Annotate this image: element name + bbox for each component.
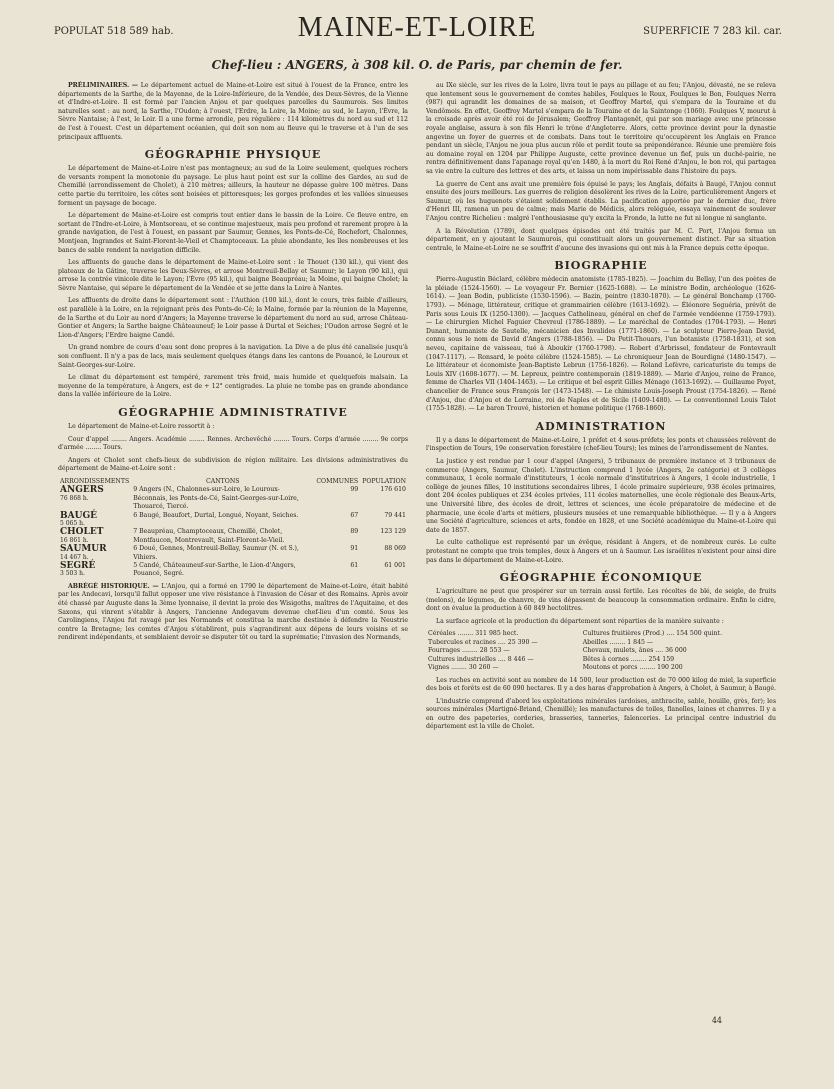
- left-column: [58, 82, 408, 647]
- section-title-geo-physique: GÉOGRAPHIE PHYSIQUE: [144, 148, 322, 162]
- arr-pop: 16 861 h.: [60, 536, 89, 544]
- arr-pop: 76 868 h.: [60, 494, 89, 502]
- paragraph: La justice y est rendue par 1 cour d'appel (Angers), 5 tribunaux de première instance et 3 tribunaux de commerce (Angers, Saumur, Cholet). L'instruction comprend 1 lycée (Angers, 2e catégorie) et 3 collèges communaux, 1 école normale d'instituteurs, 1 école normale d'institutrices à Angers, 1 école industrielle, 1 collège de jeunes filles, 10 institutions secondaires libres, 1 école primaire supérieure, 938 écoles primaires, dont 204 écoles publiques et 234 écoles privées, 111 écoles maternelles, une école régionale des Beaux-Arts, une Université libre, des écoles de droit, lettres et sciences, une école préparatoire de médecine et de pharmacie, une école d'arts et métiers, plusieurs musées et une remarquable bibliothèque. — Il y a à Angers une Société d'agriculture, sciences et arts, fondée en 1828, et une Société académique du Maine-et-Loire qui date de 1857.: [426, 457, 776, 534]
- table-cell: Abeilles ........ 1 845 —: [582, 638, 654, 646]
- arr-population: 88 069: [384, 545, 406, 553]
- prelim-lead: PRÉLIMINAIRES. —: [68, 82, 139, 89]
- table-row: [58, 486, 408, 511]
- table-cell: Céréales ........ 311 985 hect.: [428, 630, 519, 638]
- table-cell: Vignes ........ 30 260 —: [428, 664, 499, 672]
- paragraph: Il y a dans le département de Maine-et-Loire, 1 préfet et 4 sous-préfets; les ponts et chaussées relèvent de l'inspection de Tours, 19e conservation forestière (chef-lieu Tours); les mines de l'arrondissement de Nantes.: [426, 436, 776, 453]
- paragraph: Cour d'appel ........ Angers. Académie ........ Rennes. Archevêché ........ Tours. Corps d'armée ........ 9e corps d'armée ........ Tours.: [58, 435, 408, 452]
- hist-lead: ABRÉGÉ HISTORIQUE. —: [68, 582, 159, 590]
- paragraph: L'agriculture ne peut que prospérer sur un terrain aussi fertile. Les récoltes de blé, de seigle, de fruits (melons), de légumes, de chanvre, de vins dépassent de beaucoup la consommation ordinaire. Enfin le cidre, dont on évalue la production à 60 849 hectolitres.: [426, 588, 776, 613]
- arr-pop: 5 065 h.: [60, 520, 85, 527]
- paragraph: Les affluents de gauche dans le département de Maine-et-Loire sont : le Thouet (130 kil.), qui vient des plateaux de la Gâtine, traverse les Deux-Sèvres, et arrose Montreuil-Bellay et Saumur; le Layon (90 kil.), qui arrose la contrée vinicole dite le Layon; l'Èvre (95 kil.), qui baigne Beaupréau; la Moine, qui baigne Cholet; la Sèvre Nantaise, qui sépare le département de la Vendée et se jette dans la Loire à Nantes.: [58, 259, 408, 292]
- arr-cantons-count: 5: [133, 562, 138, 570]
- arr-name: CHOLET: [60, 527, 104, 538]
- arr-name: BAUGÉ: [60, 510, 97, 521]
- arrondissements-table: [58, 478, 408, 579]
- table-row: [426, 639, 776, 647]
- arr-cantons-count: 9: [133, 486, 138, 494]
- paragraph: La surface agricole et la production du département sont réparties de la manière suivante :: [436, 617, 724, 625]
- table-row: [58, 562, 408, 579]
- paragraph: Angers et Cholet sont chefs-lieux de subdivision de région militaire. Les divisions administratives du département de Maine-et-Loire sont :: [58, 456, 408, 473]
- table-header: POPULATION: [362, 477, 406, 485]
- section-title-geo-economique: GÉOGRAPHIE ÉCONOMIQUE: [499, 571, 703, 585]
- paragraph: Le climat du département est tempéré, rarement très froid, mais humide et quelquefois malsain. La moyenne de la température, à Angers, est de + 12° centigrades. La pluie ne tombe pas en grande abondance dans la vallée inférieure de la Loire.: [58, 374, 408, 399]
- section-title-geo-admin: GÉOGRAPHIE ADMINISTRATIVE: [118, 406, 348, 419]
- arr-communes: 67: [350, 511, 359, 519]
- arr-pop: 3 503 h.: [60, 570, 85, 578]
- arr-communes: 91: [350, 545, 359, 553]
- table-cell: Bêtes à cornes ........ 254 159: [582, 655, 675, 663]
- table-row: [426, 656, 776, 664]
- table-cell: Cultures industrielles .... 8 446 —: [428, 655, 534, 663]
- table-row: [426, 630, 776, 638]
- population-label: POPULAT 518 589 hab.: [54, 26, 174, 37]
- paragraph: L'industrie comprend d'abord les exploitations minérales (ardoises, anthracite, sable, houille, grès, fer); les sources minérales (Martigné-Briand, Chemillé); les manufactures de toiles, flanelles, laines et chanvres. Il y a en outre des papeteries, corderies, brasseries, tanneries, faïenceries. Le principal centre industriel du département est la ville de Cholet.: [426, 697, 776, 731]
- paragraph: Un grand nombre de cours d'eau sont donc propres à la navigation. La Dive a de plus été canalisée jusqu'à son confluent. Il n'y a pas de lacs, mais seulement quelques étangs dans les cantons de Pouancé, le Louroux et Saint-Georges-sur-Loire.: [58, 344, 408, 369]
- superficie-label: SUPERFICIE 7 283 kil. car.: [643, 26, 782, 37]
- paragraph: A la Révolution (1789), dont quelques épisodes ont été traités par M. C. Port, l'Anjou forma un département, en y ajoutant le Saumurois, qui constituait alors un gouvernement distinct. Par sa situation centrale, le Maine-et-Loire ne se souffrit d'aucune des invasions qui ont mis à la France depuis cette époque.: [426, 227, 776, 252]
- paragraph: Le département de Maine-et-Loire est compris tout entier dans le bassin de la Loire. Ce fleuve entre, en sortant de l'Indre-et-Loire, à Montsoreau, et se continue majestueux, mais peu profond et rarement propre à la grande navigation, de l'est à l'ouest, en passant par Saumur, Gennes, les Ponts-de-Cé, Rochefort, Chalonnes, Montjean, Ingrandes et Saint-Florent-le-Vieil et Champtoceaux. La pluie abondante, les îles nombreuses et les bancs de sable rendent la navigation difficile.: [58, 212, 408, 254]
- arr-population: 176 610: [380, 486, 406, 494]
- right-column: [426, 82, 776, 736]
- table-cell: Tubercules et racines .... 25 390 —: [428, 638, 538, 646]
- arr-population: 79 441: [384, 511, 406, 519]
- arr-communes: 89: [350, 528, 359, 536]
- prelim-text: Le département actuel de Maine-et-Loire est situé à l'ouest de la France, entre les départements de la Sarthe, de la Mayenne, de la Loire-Inférieure, de la Vendée, des Deux-Sèvres, de la Vienne et d'Indre-et-Loire. Il est formé par l'ancien Anjou et par quelques parcelles du Saumurois. Ses limites naturelles sont : au nord, la Sarthe, l'Oudon; à l'ouest, l'Erdre, la Loire, la Moine; au sud, le Layon, l'Èvre, la Sèvre Nantaise; à l'est, le Loir. Il a une forme arrondie, peu régulière : 114 kilomètres du nord au sud et 112 de l'est à l'ouest. C'est un département océanien, qui doit son nom au fleuve qui le traverse et à l'un de ses principaux affluents.: [58, 82, 409, 141]
- table-cell: Fourrages ........ 28 553 —: [428, 647, 510, 655]
- arr-cantons: Doué, Gennes, Montreuil-Bellay, Saumur (N. et S.), Vihiers.: [133, 545, 299, 561]
- table-cell: Moutons et porcs ........ 190 200: [582, 664, 683, 672]
- page-number: 44: [711, 1016, 722, 1025]
- arr-population: 61 001: [384, 562, 406, 570]
- table-row: [58, 512, 408, 529]
- arr-communes: 99: [350, 486, 359, 494]
- arr-cantons-count: 6: [133, 545, 138, 553]
- paragraph: Les ruches en activité sont au nombre de 14 500, leur production est de 70 000 kilog de miel, la superficie des bois et forêts est de 60 090 hectares. Il y a des haras d'approbation à Angers, à Cholet, à Saumur, à Baugé.: [426, 676, 777, 693]
- table-header-row: [58, 478, 408, 486]
- arr-name: SAUMUR: [60, 544, 107, 555]
- paragraph: au IXe siècle, sur les rives de la Loire, livra tout le pays au pillage et au feu; l'Anjou, dévasté, ne se releva que lentement sous le gouvernement de comtes habiles, Foulques le Roux, Foulques le Bon, Foulques Nerra (987) qui agrandit les domaines de sa maison, et Geoffroy Martel, qui s'empara de la Touraine et du Vendômois. En effet, Geoffroy Martel s'empara de la Touraine et de la Saintonge (1060). Foulques V, mourut à la croisade après avoir été roi de Jérusalem; Geoffroy Plantagenêt, qui par son mariage avec une princesse royale anglaise, assura à son fils Henri le trône d'Angleterre. Alors, cette province devint pour la dynastie angevine un foyer de guerres et de combats. Dans tout le territoire qu'occupèrent les Anglais en France pendant un siècle, l'Anjou ne joua plus aucun rôle et perdit toute sa prépondérance. Réunie une première fois au domaine royal en 1204 par Philippe Auguste, cette province devenue un fief, puis un duché-pairie, ne rentra définitivement dans l'apanage royal qu'en 1480, à la mort du Roi René d'Anjou, le bon roi, qui partagea sa vie entre la culture des lettres et des arts, et laissa un nom impérissable dans l'histoire du pays.: [426, 82, 776, 175]
- paragraph: La guerre de Cent ans avait une première fois épuisé le pays; les Anglais, défaits à Baugé, l'Anjou connut ensuite des jours meilleurs. Les guerres de religion désolèrent les rives de la Loire, particulièrement Angers et Saumur, où les huguenots s'étaient solidement établis. La pacification apportée par le dernier duc, frère d'Henri III, ramena un peu de calme; mais Marie de Médicis, alors reléguée, essaya vainement de soulever l'Anjou contre Richelieu : malgré l'enthousiasme qu'y excita la Fronde, la lutte ne fut ni longue ni sanglante.: [426, 180, 776, 222]
- table-row: [58, 528, 408, 545]
- page-header: [0, 12, 834, 46]
- paragraph: Pierre-Augustin Béclard, célèbre médecin anatomiste (1785-1825). — Joachim du Bellay, l'un des poètes de la pléiade (1524-1560). — Le voyageur Fr. Bernier (1625-1688). — Le ministre Bodin, archéologue (1626-1614). — Jean Bodin, publiciste (1530-1596). — Bazin, peintre (1830-1870). — Le général Bonchamp (1760-1793). — Ménage, littérateur, critique et grammairien célèbre (1613-1692). — Éléonore Seguéria, prévôt de Paris sous Louis IX (1250-1300). — Jacques Cathelineau, général en chef de l'armée vendéenne (1759-1793). — Le chirurgien Michel Faguier Chevreul (1786-1889). — Le maréchal de Contades (1704-1793). — Henri Dunant, humaniste de Sautelle, mécanicien des Invalides (1771-1860). — Le sculpteur Pierre-Jean David, connu sous le nom de David d'Angers (1788-1856). — Du Petit-Thouars, l'un botaniste (1758-1831), et son neveu, capitaine de vaisseau, tué à Aboukir (1760-1798). — Robert d'Arbrissel, fondateur de Fontevrault (1047-1117). — Ronsard, le poète célèbre (1524-1585). — Le chroniqueur Jean de Bourdigné (1480-1547). — Le littérateur et économiste Jean-Baptiste Lebrun (1756-1826). — Roland Lefèvre, caricaturiste du temps de Louis XIV (1608-1677). — M. Lepreux, peintre contemporain (1819-1889). — Marie d'Anjou, reine de France, femme de Charles VII (1404-1463). — Le critique et bel esprit Gilles Ménage (1613-1692). — Guillaume Poyet, chancelier de France sous François Ier (1473-1548). — Le chimiste Louis-Joseph Proust (1754-1826). — René d'Anjou, duc d'Anjou et de Lorraine, roi de Naples et de Sicile (1409-1480). — Le conventionnel Louis Talot (1755-1828). — Le baron Trouvé, historien et homme politique (1768-1860).: [426, 276, 776, 413]
- arr-name: ANGERS: [60, 485, 104, 496]
- table-cell: Chevaux, mulets, ânes .... 36 000: [582, 647, 687, 655]
- arr-cantons-count: 7: [133, 528, 138, 536]
- table-cell: Cultures fruitières (Prod.) .... 154 500 quint.: [582, 630, 723, 638]
- arr-cantons-count: 6: [133, 511, 138, 519]
- hist-text: L'Anjou, qui a formé en 1790 le département de Maine-et-Loire, était habité par les Andecavi, lorsqu'il fallut opposer une vive résistance à l'invasion de César et des Romains. Après avoir été chassé par Auguste dans la 3ème lyonnaise, il devint la proie des Wisigoths, maîtres de l'Aquitaine, et des Saxons, qui vinrent s'établir à Angers, l'ancienne Andegavum devenue chef-lieu d'un comté. Sous les Carolingiens, l'Anjou fut ravagé par les Normands et constitua la marche destinée à défendre la Neustrie contre la Bretagne; les comtes d'Anjou s'établirent, puis s'agrandirent aux dépens de leurs voisins et se rendirent indépendants, et semblaient devoir se disputer tôt ou tard la suprématie; l'invasion des Normands,: [58, 582, 409, 642]
- table-header: ARRONDISSEMENTS: [60, 477, 130, 485]
- arr-name: SEGRÉ: [60, 561, 96, 572]
- chef-lieu-line: Chef-lieu : ANGERS, à 308 kil. O. de Paris, par chemin de fer.: [211, 58, 623, 72]
- paragraph: Le département de Maine-et-Loire n'est pas montagneux; au sud de la Loire seulement, quelques rochers de versants rompent la monotonie du paysage. Le plus haut point est sur la colline des Gardes, au sud de Chemillé (arrondissement de Cholet), à 210 mètres; ailleurs, la hauteur ne dépasse guère 100 mètres. Dans cette partie du territoire, les côtes sont boisées et pittoresques; les gorges profondes et les vallées sinueuses forment un paysage de bocage.: [58, 165, 408, 207]
- table-header: CANTONS: [206, 477, 240, 485]
- table-header: COMMUNES: [316, 477, 359, 485]
- table-row: [426, 664, 776, 672]
- arr-cantons: Baugé, Beaufort, Durtal, Longué, Noyant, Seiches.: [139, 511, 299, 519]
- paragraph: Le département de Maine-et-Loire ressortit à :: [68, 423, 215, 430]
- paragraph: Le culte catholique est représenté par un évêque, résidant à Angers, et de nombreux curés. Le culte protestant ne compte que trois temples, deux à Angers et un à Saumur. Les israélites n'existent pour ainsi dire pas dans le département de Maine-et-Loire.: [426, 539, 776, 564]
- section-title-biographie: BIOGRAPHIE: [554, 259, 648, 273]
- arr-cantons: Angers (N., Chalonnes-sur-Loire, le Louroux-Béconnais, les Ponts-de-Cé, Saint-Georges-sur-Loire, Thouarcé, Tiercé.: [133, 486, 299, 511]
- arr-population: 123 129: [380, 528, 406, 536]
- arr-cantons: Beaupréau, Champtoceaux, Chemillé, Cholet, Montfaucon, Montrevault, Saint-Florent-le-Vieil.: [133, 528, 285, 544]
- page-title: MAINE-ET-LOIRE: [297, 12, 537, 43]
- table-row: [426, 647, 776, 655]
- table-row: [58, 545, 408, 562]
- arr-pop: 14 467 h.: [60, 553, 89, 561]
- paragraph: Les affluents de droite dans le département sont : l'Authion (100 kil.), dont le cours, très faible d'ailleurs, est parallèle à la Loire, en la rejoignant près des Ponts-de-Cé; la Maine, formée par la réunion de la Mayenne, de la Sarthe et du Loir au nord d'Angers; la Mayenne traverse le département du nord au sud, arrose Château-Gontier et Angers; la Sarthe baigne Châteauneuf; le Loir passe à Durtal et Seiches; l'Oudon arrose Segré et le Lion-d'Angers; l'Erdre baigne Candé.: [58, 297, 408, 339]
- arr-communes: 61: [350, 562, 359, 570]
- economic-table: [426, 630, 776, 672]
- section-title-administration: ADMINISTRATION: [535, 419, 667, 433]
- arr-cantons: Candé, Châteauneuf-sur-Sarthe, le Lion-d'Angers, Pouancé, Segré.: [133, 562, 296, 578]
